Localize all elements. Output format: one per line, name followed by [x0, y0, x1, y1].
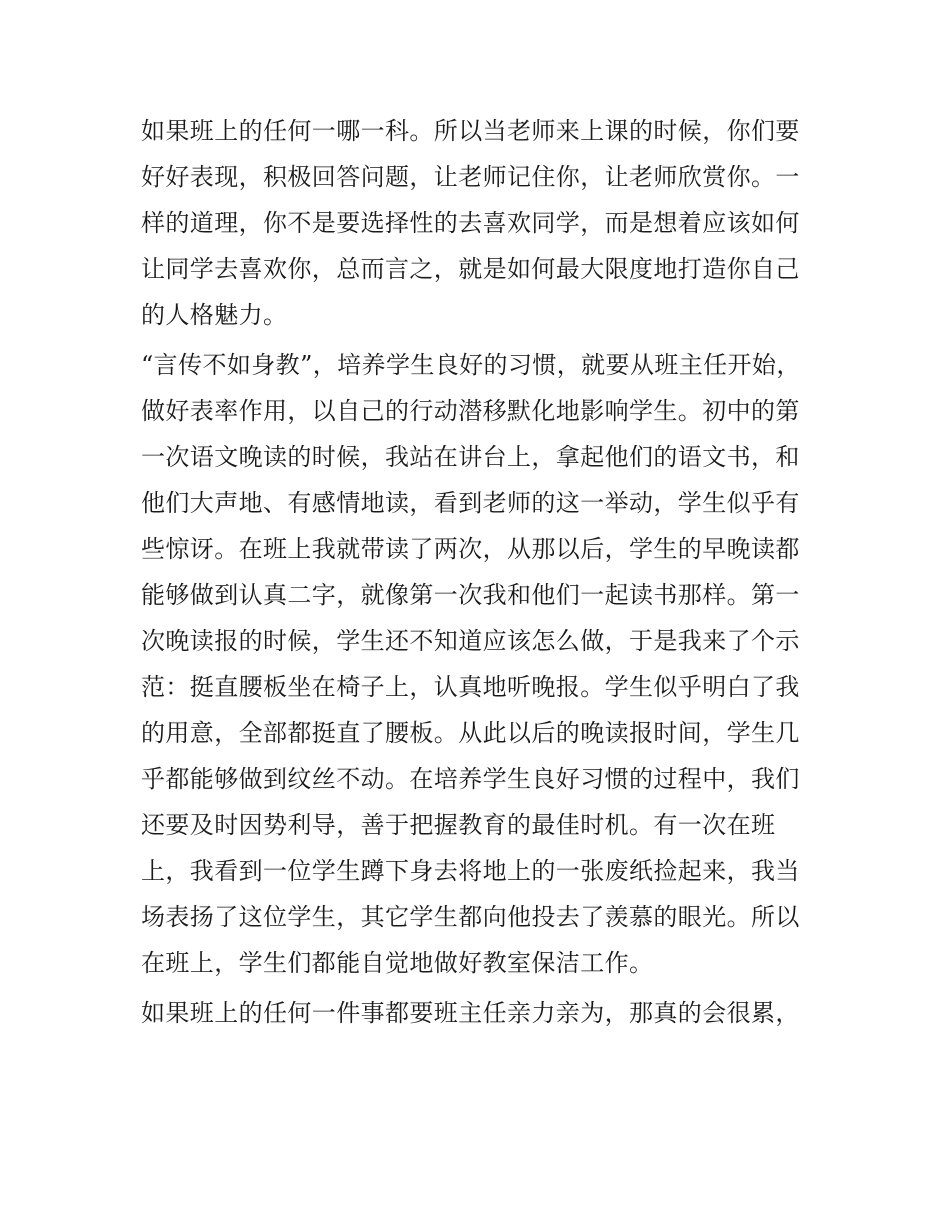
- text-line: 一次语文晚读的时候，我站在讲台上，拿起他们的语文书，和: [141, 443, 800, 471]
- text-line: 些惊讶。在班上我就带读了两次，从那以后，学生的早晚读都: [141, 535, 800, 563]
- text-line: 好好表现，积极回答问题，让老师记住你，让老师欣赏你。一: [141, 163, 800, 191]
- text-line: 次晚读报的时候，学生还不知道应该怎么做，于是我来了个示: [141, 627, 800, 655]
- text-line: 如果班上的任何一哪一科。所以当老师来上课的时候，你们要: [141, 117, 800, 145]
- paragraph-1: [141, 108, 821, 338]
- text-line: 范：挺直腰板坐在椅子上，认真地听晚报。学生似乎明白了我: [141, 673, 800, 701]
- text-line: 乎都能够做到纹丝不动。在培养学生良好习惯的过程中，我们: [141, 765, 800, 793]
- paragraph-2: [141, 342, 821, 986]
- text-line: 让同学去喜欢你，总而言之，就是如何最大限度地打造你自己: [141, 255, 800, 283]
- text-line: 在班上，学生们都能自觉地做好教室保洁工作。: [141, 949, 654, 977]
- text-line: “言传不如身教”，培养学生良好的习惯，就要从班主任开始，: [141, 351, 801, 379]
- text-line: 场表扬了这位学生，其它学生都向他投去了羡慕的眼光。所以: [141, 903, 800, 931]
- text-line: 的用意，全部都挺直了腰板。从此以后的晚读报时间，学生几: [141, 719, 800, 747]
- paragraph-3: [141, 990, 821, 1036]
- text-line: 如果班上的任何一件事都要班主任亲力亲为，那真的会很累，: [141, 999, 800, 1027]
- text-line: 的人格魅力。: [141, 301, 288, 329]
- text-line: 能够做到认真二字，就像第一次我和他们一起读书那样。第一: [141, 581, 800, 609]
- text-line: 还要及时因势利导，善于把握教育的最佳时机。有一次在班: [141, 811, 776, 839]
- text-line: 样的道理，你不是要选择性的去喜欢同学，而是想着应该如何: [141, 209, 800, 237]
- text-line: 他们大声地、有感情地读，看到老师的这一举动，学生似乎有: [141, 489, 800, 517]
- text-line: 上，我看到一位学生蹲下身去将地上的一张废纸捡起来，我当: [141, 857, 800, 885]
- text-line: 做好表率作用，以自己的行动潜移默化地影响学生。初中的第: [141, 397, 800, 425]
- document-body: [141, 108, 821, 1036]
